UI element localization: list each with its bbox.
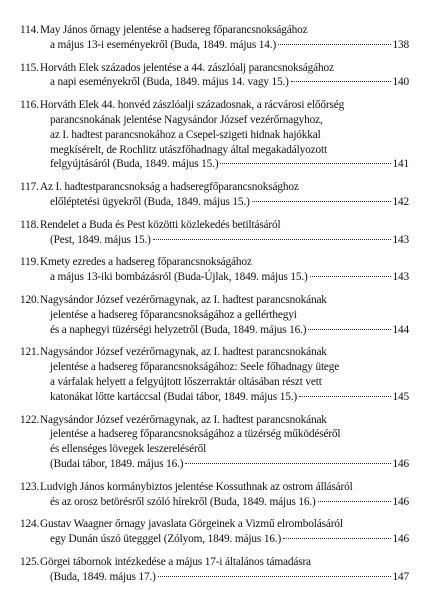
entry-last-line	[40, 495, 409, 510]
entry-page-number: 143	[392, 233, 409, 246]
entry-body	[40, 555, 409, 585]
dot-leader	[278, 44, 390, 45]
toc-entry	[20, 555, 409, 585]
entry-last-line	[40, 570, 409, 585]
entry-detail: a napi eseményekről (Buda, 1849. május 14. vagy 15.)	[50, 76, 289, 89]
toc-entry	[20, 218, 409, 248]
entry-last-line	[40, 38, 409, 53]
dot-leader	[220, 163, 390, 164]
entry-page-number: 146	[392, 533, 409, 546]
entry-last-line	[40, 270, 409, 285]
entry-detail: egy Dunán úszó ütegggel (Zólyom, 1849. május 16.)	[50, 533, 282, 546]
entry-title-line: Ludvigh János kormánybiztos jelentése Kossuthnak az ostrom állásáról	[40, 480, 353, 493]
entry-number: 114.	[20, 24, 39, 36]
entry-number: 117.	[20, 181, 39, 194]
entry-title-line: megkísérelt, de Rochlitz utászfőhadnagy által megakadályozott	[50, 143, 327, 156]
entry-body	[40, 517, 409, 547]
entry-last-line	[40, 75, 409, 90]
entry-number: 116.	[20, 99, 39, 112]
toc-entry	[20, 293, 409, 337]
dot-leader	[310, 276, 391, 277]
entry-last-line	[40, 157, 409, 172]
entry-title-line: Kmety ezredes a hadsereg főparancsnokságához	[40, 256, 252, 269]
entry-title-line: Görgei tábornok intézkedése a május 17-i általános támadásra	[40, 555, 311, 568]
entry-title-line: Gustav Waagner őrnagy javaslata Görgeinek a Vizmű elrombolásáról	[40, 518, 343, 531]
entry-body	[40, 255, 409, 285]
entry-last-line	[40, 390, 409, 405]
entry-title-line: Nagysándor József vezérőrnagynak, az I. hadtest parancsnokának	[40, 293, 327, 306]
dot-leader	[318, 501, 391, 502]
toc-entry	[20, 480, 409, 510]
entry-page-number: 147	[392, 570, 409, 583]
entry-page-number: 142	[392, 195, 409, 208]
entry-body	[40, 218, 409, 248]
entry-title-line: May János őrnagy jelentése a hadsereg főparancsnokságához	[40, 24, 308, 36]
entry-number: 118.	[20, 218, 39, 231]
entry-body	[40, 480, 409, 510]
entry-page-number: 144	[392, 323, 409, 336]
entry-title-line: parancsnokának jelentése Nagysándor József vezérőrnagyhoz,	[50, 113, 323, 126]
entry-page-number: 146	[392, 495, 409, 508]
entry-page-number: 138	[392, 38, 409, 51]
toc-entry	[20, 413, 409, 472]
dot-leader	[153, 239, 391, 240]
entry-detail: (Pest, 1849. május 15.)	[50, 233, 151, 246]
entry-detail: (Budai tábor, 1849. május 16.)	[50, 457, 184, 470]
entry-title-line: jelentése a hadsereg főparancsnokságához a tüzérség működéséről	[50, 428, 341, 441]
entry-detail: előléptetési ügyekről (Buda, 1849. május 15.)	[50, 195, 250, 208]
entry-body	[40, 61, 409, 91]
dot-leader	[299, 396, 391, 397]
dot-leader	[291, 81, 391, 82]
entry-number: 121.	[20, 346, 40, 359]
entry-body	[40, 293, 409, 337]
entry-number: 119.	[20, 256, 39, 269]
entry-body	[40, 180, 409, 210]
entry-detail: és az orosz betörésről szóló hírekről (Buda, 1849. május 16.)	[50, 495, 316, 508]
entry-title-line: jelentése a hadsereg főparancsnokságához a gellérthegyi	[50, 308, 297, 321]
toc-entry	[20, 61, 409, 91]
entry-body	[40, 413, 409, 472]
entry-title-line: Horváth Elek százados jelentése a 44. zászlóalj parancsnokságához	[40, 61, 334, 74]
entry-number: 122.	[20, 413, 40, 426]
toc-entry	[20, 180, 409, 210]
entry-last-line	[40, 195, 409, 210]
entry-body	[40, 23, 409, 53]
entry-page-number: 140	[392, 76, 409, 89]
entry-title-line: Horváth Elek 44. honvéd zászlóalji századosnak, a rácvárosi előőrség	[40, 99, 345, 112]
entry-number: 123.	[20, 480, 40, 493]
entry-number: 125.	[20, 555, 40, 568]
entry-title-line: Az I. hadtestparancsnokság a hadseregfőparancsnoksághoz	[40, 181, 299, 194]
entry-page-number: 146	[392, 457, 409, 470]
entry-page-number: 145	[392, 390, 409, 403]
entry-detail: a május 13-i eseményekről (Buda, 1849. május 14.)	[50, 38, 277, 51]
toc-entry	[20, 517, 409, 547]
entry-number: 115.	[20, 61, 39, 74]
entry-page-number: 141	[392, 158, 409, 171]
entry-detail: és a naphegyi tüzérségi helyzetről (Buda, 1849. május 16.)	[50, 323, 307, 336]
entry-last-line	[40, 233, 409, 248]
entry-title-line: az I. hadtest parancsnokához a Csepel-szigeti hidnak hajókkal	[50, 128, 321, 141]
entry-last-line	[40, 532, 409, 547]
entry-number: 120.	[20, 293, 40, 306]
dot-leader	[283, 538, 390, 539]
toc-list	[20, 23, 409, 585]
toc-entry	[20, 98, 409, 172]
entry-detail: katonákat lőtte kartáccsal (Budai tábor, 1849. május 15.)	[50, 390, 297, 403]
entry-page-number: 143	[392, 271, 409, 284]
entry-body	[40, 98, 409, 172]
entry-detail: a május 13-iki bombázásról (Buda-Újlak, 1849. május 15.)	[50, 271, 308, 284]
entry-detail: felgyújtásáról (Buda, 1849. május 15.)	[50, 158, 219, 171]
toc-entry	[20, 255, 409, 285]
entry-body	[40, 345, 409, 404]
entry-detail: (Buda, 1849. május 17.)	[50, 570, 156, 583]
entry-title-line: és ellenséges lövegek leszereléséről	[50, 443, 207, 456]
dot-leader	[308, 329, 390, 330]
dot-leader	[252, 201, 391, 202]
entry-title-line: Nagysándor József vezérőrnagynak, az I. hadtest parancsnokának	[40, 346, 327, 359]
entry-last-line	[40, 323, 409, 338]
entry-title-line: a várfalak helyett a felgyújtott lőszerraktár oltásában részt vett	[50, 375, 322, 388]
dot-leader	[185, 463, 390, 464]
entry-title-line: Rendelet a Buda és Pest közötti közlekedés betiltásáról	[40, 218, 281, 231]
entry-number: 124.	[20, 518, 40, 531]
toc-entry	[20, 345, 409, 404]
entry-last-line	[40, 457, 409, 472]
entry-title-line: jelentése a hadsereg főparancsnokságához: Seele főhadnagy ütege	[50, 361, 340, 374]
entry-title-line: Nagysándor József vezérőrnagynak, az I. hadtest parancsnokának	[40, 413, 327, 426]
toc-entry	[20, 23, 409, 53]
dot-leader	[158, 576, 391, 577]
